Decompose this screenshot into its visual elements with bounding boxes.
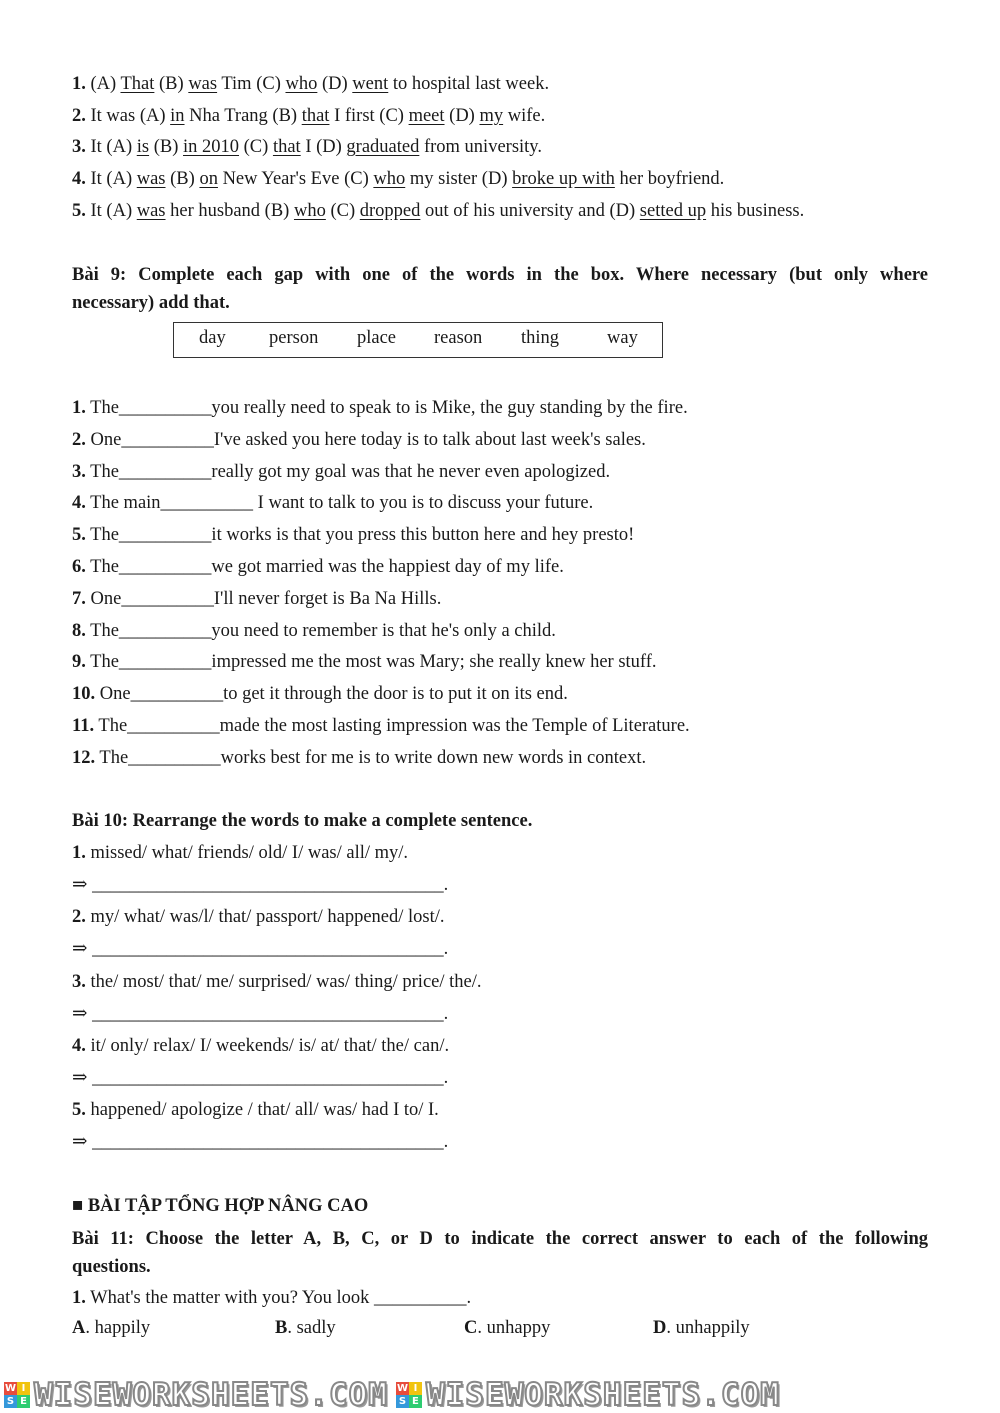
underlined-option[interactable]: That: [120, 74, 155, 94]
underlined-option[interactable]: graduated: [346, 137, 420, 157]
underlined-option[interactable]: that: [272, 137, 301, 157]
underlined-option[interactable]: that: [301, 106, 330, 126]
sentence-text: to hospital last week.: [388, 74, 550, 94]
sentence-text: (B): [165, 169, 200, 189]
underlined-option[interactable]: on: [199, 169, 218, 189]
arrow-icon: ⇒: [72, 1132, 88, 1153]
section9-item: 8. The__________you need to remember is that he's only a child.: [72, 620, 556, 641]
option-a[interactable]: A. happily: [72, 1318, 151, 1338]
section9-item: 12. The__________works best for me is to write down new words in context.: [72, 747, 647, 768]
section10-heading: Bài 10: Rearrange the words to make a complete sentence.: [72, 811, 533, 831]
sentence-text: (D): [444, 106, 480, 126]
arrow-icon: ⇒: [72, 875, 88, 895]
section8-item: 5. It (A) was her husband (B) who (C) dropped out of his university and (D) setted up his business.: [72, 201, 805, 221]
word-box-item: place: [357, 328, 397, 348]
sentence-text: (B): [154, 74, 189, 94]
word-box-item: way: [607, 328, 638, 348]
sentence-text: Nha Trang (B): [184, 106, 302, 126]
watermark-brand: [392, 1377, 780, 1413]
sentence-text: her boyfriend.: [614, 169, 725, 189]
section8-item: 2. It was (A) in Nha Trang (B) that I first (C) meet (D) my wife.: [72, 106, 546, 126]
underlined-option[interactable]: in 2010: [183, 137, 240, 157]
sentence-text: (C): [239, 137, 273, 157]
sentence-text: wife.: [503, 106, 546, 126]
section10-item: 5. happened/ apologize / that/ all/ was/ had I to/ I.: [72, 1100, 439, 1121]
arrow-icon: ⇒: [72, 1003, 88, 1024]
underlined-option[interactable]: who: [285, 74, 318, 94]
answer-line[interactable]: ⇒ ______________________________________.: [72, 1132, 449, 1153]
section9-item: 3. The__________really got my goal was that he never even apologized.: [72, 461, 611, 482]
sentence-text: her husband (B): [165, 201, 294, 221]
underlined-option[interactable]: went: [352, 74, 389, 94]
arrow-icon: ⇒: [72, 939, 88, 960]
underlined-option[interactable]: who: [293, 201, 326, 221]
sentence-text: It (A): [85, 169, 137, 189]
sentence-text: New Year's Eve (C): [217, 169, 374, 189]
sentence-text: I (D): [300, 137, 347, 157]
underlined-option[interactable]: dropped: [359, 201, 421, 221]
sentence-text: (B): [149, 137, 183, 157]
section9-item: 6. The__________we got married was the happiest day of my life.: [72, 557, 564, 577]
section10-item: 4. it/ only/ relax/ I/ weekends/ is/ at/ that/ the/ can/.: [72, 1035, 450, 1056]
option-b[interactable]: B. sadly: [275, 1318, 336, 1338]
sentence-text: It (A): [85, 137, 137, 157]
arrow-icon: ⇒: [72, 1067, 88, 1088]
section9-item: 5. The__________it works is that you press this button here and hey presto!: [72, 525, 635, 546]
underlined-option[interactable]: who: [373, 169, 406, 189]
section8-item: 4. It (A) was (B) on New Year's Eve (C) who my sister (D) broke up with her boyfriend.: [72, 169, 725, 189]
wise-logo-icon: W I S E: [396, 1382, 422, 1408]
underlined-option[interactable]: in: [170, 106, 185, 126]
word-box-item: day: [199, 328, 226, 348]
underlined-option[interactable]: was: [136, 169, 166, 189]
word-box: [173, 322, 663, 358]
question-1: 1. What's the matter with you? You look __________.: [72, 1288, 472, 1308]
option-c[interactable]: C. unhappy: [464, 1318, 551, 1338]
sentence-text: It was (A): [85, 106, 171, 126]
sentence-text: out of his university and (D): [420, 201, 640, 221]
section10-item: 3. the/ most/ that/ me/ surprised/ was/ thing/ price/ the/.: [72, 971, 482, 992]
underlined-option[interactable]: setted up: [639, 201, 707, 221]
sentence-text: his business.: [706, 201, 805, 221]
section9-item: 7. One__________I'll never forget is Ba Na Hills.: [72, 588, 442, 609]
section9-heading-line2: necessary) add that.: [72, 293, 230, 313]
section9-heading-line1: Bài 9: Complete each gap with one of the words in the box. Where necessary (but only where: [72, 265, 928, 285]
watermark-text: WISEWORKSHEETS.COM: [425, 1376, 780, 1413]
answer-line[interactable]: ⇒ ______________________________________.: [72, 1003, 449, 1024]
section9-item: 11. The__________made the most lasting impression was the Temple of Literature.: [72, 716, 690, 736]
option-d[interactable]: D. unhappily: [653, 1318, 750, 1338]
section9-item: 1. The__________you really need to speak to is Mike, the guy standing by the fire.: [72, 398, 688, 418]
section9-item: 2. One__________I've asked you here today is to talk about last week's sales.: [72, 429, 646, 450]
underlined-option[interactable]: meet: [408, 106, 445, 126]
sentence-text: It (A): [85, 201, 137, 221]
sentence-text: my sister (D): [405, 169, 513, 189]
wise-logo-icon: W I S E: [4, 1382, 30, 1408]
section9-item: 9. The__________impressed me the most was Mary; she really knew her stuff.: [72, 652, 657, 673]
sentence-text: from university.: [419, 137, 542, 157]
word-box-item: person: [269, 328, 319, 348]
underlined-option[interactable]: my: [479, 106, 504, 126]
underlined-option[interactable]: is: [136, 137, 150, 157]
square-bullet-icon: ■: [72, 1196, 84, 1216]
answer-line[interactable]: ⇒ ______________________________________.: [72, 1067, 449, 1088]
section9-item: 4. The main__________ I want to talk to you is to discuss your future.: [72, 493, 594, 514]
section8-item: 1. (A) That (B) was Tim (C) who (D) went to hospital last week.: [72, 74, 550, 94]
section10-item: 2. my/ what/ was/l/ that/ passport/ happened/ lost/.: [72, 907, 445, 928]
sentence-text: (A): [85, 74, 121, 94]
word-box-item: reason: [434, 328, 483, 348]
section11-heading-line2: questions.: [72, 1257, 151, 1277]
answer-line[interactable]: ⇒ ______________________________________.: [72, 875, 449, 895]
section8-item: 3. It (A) is (B) in 2010 (C) that I (D) graduated from university.: [72, 137, 542, 157]
section10-item: 1. missed/ what/ friends/ old/ I/ was/ all/ my/.: [72, 843, 409, 863]
section9-item: 10. One__________to get it through the door is to put it on its end.: [72, 684, 568, 705]
sentence-text: Tim (C): [217, 74, 286, 94]
underlined-option[interactable]: broke up with: [512, 169, 615, 189]
sentence-text: (C): [325, 201, 360, 221]
advanced-title: ■ BÀI TẬP TỔNG HỢP NÂNG CAO: [72, 1196, 369, 1216]
watermark-footer: [0, 1376, 1000, 1413]
underlined-option[interactable]: was: [136, 201, 166, 221]
underlined-option[interactable]: was: [188, 74, 218, 94]
answer-line[interactable]: ⇒ ______________________________________.: [72, 939, 449, 960]
word-box-item: thing: [521, 328, 560, 348]
sentence-text: I first (C): [329, 106, 409, 126]
sentence-text: (D): [317, 74, 353, 94]
watermark-text: WISEWORKSHEETS.COM: [34, 1376, 388, 1413]
watermark-brand: [0, 1377, 388, 1413]
section11-heading-line1: Bài 11: Choose the letter A, B, C, or D to indicate the correct answer to each of the following: [72, 1229, 928, 1249]
